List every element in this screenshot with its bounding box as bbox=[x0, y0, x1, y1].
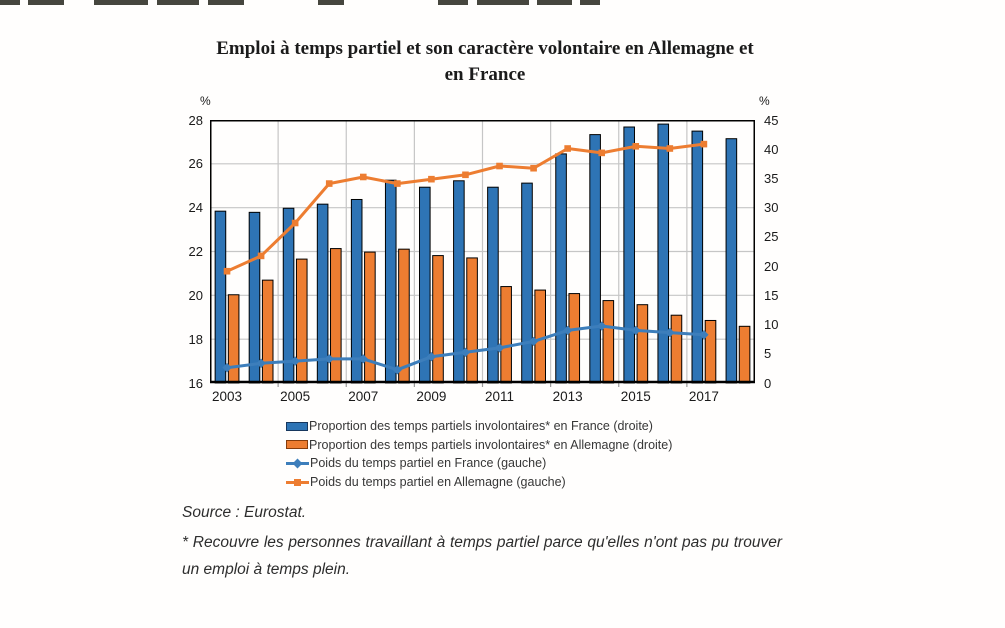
left-axis-unit-label: % bbox=[200, 94, 211, 108]
bar-allemagne-2011 bbox=[501, 287, 512, 383]
square-marker bbox=[258, 253, 265, 260]
right-axis-tick: 20 bbox=[764, 258, 779, 274]
square-marker bbox=[224, 268, 231, 275]
legend-line-swatch bbox=[286, 476, 309, 489]
right-axis-tick: 35 bbox=[764, 170, 779, 186]
bar-france-2011 bbox=[488, 187, 499, 383]
bar-france-2014 bbox=[590, 135, 601, 383]
left-axis-tick: 24 bbox=[188, 200, 203, 216]
bar-france-2015 bbox=[624, 127, 635, 383]
x-axis-tick-label: 2015 bbox=[620, 389, 651, 404]
source-note: Source : Eurostat. bbox=[182, 504, 307, 521]
left-axis-tick: 16 bbox=[188, 375, 203, 391]
right-axis-tick: 5 bbox=[764, 346, 772, 362]
bar-allemagne-2006 bbox=[331, 249, 342, 383]
square-marker bbox=[564, 145, 571, 152]
bar-france-2009 bbox=[420, 187, 431, 383]
x-axis-tick-label: 2013 bbox=[552, 389, 583, 404]
left-axis-tick: 26 bbox=[188, 156, 203, 172]
bar-allemagne-2016 bbox=[671, 315, 682, 383]
bar-france-2006 bbox=[317, 204, 328, 383]
right-axis-tick: 40 bbox=[764, 141, 779, 157]
legend-item bbox=[286, 454, 672, 473]
x-axis-tick-label: 2011 bbox=[484, 389, 515, 404]
bar-allemagne-2017 bbox=[705, 320, 716, 383]
square-marker bbox=[496, 163, 503, 170]
square-marker bbox=[667, 145, 674, 152]
square-marker bbox=[428, 176, 435, 183]
bar-allemagne-2018 bbox=[739, 326, 750, 383]
square-marker bbox=[326, 180, 333, 187]
bar-allemagne-2009 bbox=[433, 256, 444, 383]
legend-bar-swatch bbox=[286, 422, 308, 431]
bar-france-2003 bbox=[215, 211, 226, 383]
legend-item bbox=[286, 473, 672, 492]
square-marker bbox=[394, 180, 401, 187]
bar-france-2007 bbox=[351, 199, 362, 383]
legend-bar-swatch bbox=[286, 440, 308, 449]
footnote: * Recouvre les personnes travaillant à temps partiel parce qu'elles n'ont pas pu trouver un emploi à temps plein. bbox=[182, 534, 782, 578]
square-marker bbox=[598, 150, 605, 157]
right-axis-tick: 0 bbox=[764, 375, 772, 391]
bar-allemagne-2014 bbox=[603, 301, 614, 383]
x-axis-tick-label: 2007 bbox=[348, 389, 379, 404]
bar-allemagne-2003 bbox=[228, 295, 239, 383]
bar-france-2004 bbox=[249, 212, 260, 383]
right-axis-tick: 45 bbox=[764, 112, 779, 128]
right-axis-tick: 30 bbox=[764, 200, 779, 216]
bar-france-2018 bbox=[726, 139, 737, 383]
legend-item-label: Poids du temps partiel en Allemagne (gauche) bbox=[310, 475, 566, 490]
chart-canvas bbox=[210, 120, 755, 383]
legend-item-label: Poids du temps partiel en France (gauche) bbox=[310, 456, 547, 471]
legend-line-swatch bbox=[286, 457, 309, 470]
legend bbox=[286, 417, 672, 491]
legend-item bbox=[286, 436, 672, 455]
bar-france-2017 bbox=[692, 131, 703, 383]
square-marker bbox=[632, 143, 639, 150]
legend-item-label: Proportion des temps partiels involontaires* en Allemagne (droite) bbox=[309, 437, 673, 452]
bar-allemagne-2005 bbox=[296, 259, 307, 383]
legend-item-label: Proportion des temps partiels involontaires* en France (droite) bbox=[309, 419, 653, 434]
right-axis-tick: 25 bbox=[764, 229, 779, 245]
bar-allemagne-2004 bbox=[262, 280, 273, 383]
square-marker bbox=[701, 141, 708, 148]
chart-title-line2: en France bbox=[444, 64, 526, 85]
square-marker bbox=[462, 171, 469, 178]
bar-france-2013 bbox=[556, 154, 567, 383]
legend-item bbox=[286, 417, 672, 436]
bar-france-2016 bbox=[658, 124, 669, 383]
x-axis-tick-label: 2003 bbox=[211, 389, 243, 404]
bar-france-2008 bbox=[385, 180, 396, 383]
left-axis-tick: 28 bbox=[188, 112, 203, 128]
x-axis-tick-label: 2005 bbox=[280, 389, 311, 404]
left-axis-tick: 20 bbox=[188, 287, 203, 303]
bar-allemagne-2008 bbox=[399, 249, 410, 383]
left-axis-tick: 18 bbox=[188, 331, 203, 347]
left-axis-tick: 22 bbox=[188, 244, 203, 259]
bar-allemagne-2015 bbox=[637, 305, 648, 383]
plot-area bbox=[210, 120, 755, 383]
right-axis-unit-label: % bbox=[759, 94, 770, 108]
square-marker bbox=[530, 165, 537, 172]
bar-france-2012 bbox=[522, 183, 533, 383]
x-axis-tick-label: 2009 bbox=[416, 389, 447, 404]
chart-title-line1: Emploi à temps partiel et son caractère volontaire en Allemagne et bbox=[216, 38, 754, 59]
bar-allemagne-2010 bbox=[467, 258, 478, 383]
square-marker bbox=[360, 174, 367, 181]
square-marker bbox=[292, 220, 299, 227]
clipped-text-row bbox=[0, 0, 600, 5]
bar-allemagne-2013 bbox=[569, 294, 580, 383]
right-axis-tick: 10 bbox=[764, 317, 779, 333]
chart-title bbox=[152, 36, 818, 88]
x-axis-tick-label: 2017 bbox=[688, 389, 719, 404]
right-axis-tick: 15 bbox=[764, 287, 779, 303]
